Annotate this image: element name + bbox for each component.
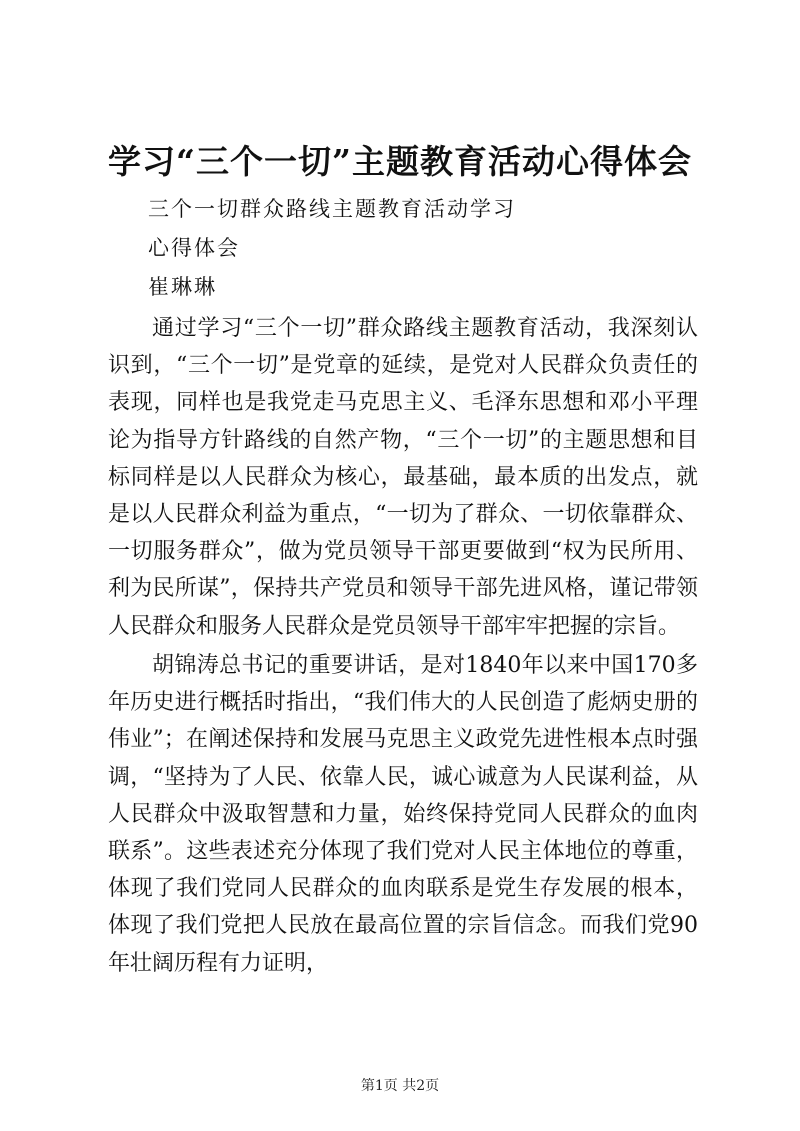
body-paragraph-2: 胡锦涛总书记的重要讲话，是对1840年以来中国170多年历史进行概括时指出，“我们伟大的人民创造了彪炳史册的伟业”；在阐述保持和发展马克思主义政党先进性根本点时强调，“坚持为了人民、依靠人民，诚心诚意为人民谋利益，从人民群众中汲取智慧和力量，始终保持党同人民群众的血肉联系”。这些表述充分体现了我们党对人民主体地位的尊重，体现了我们党同人民群众的血肉联系是党生存发展的根本，体现了我们党把人民放在最高位置的宗旨信念。而我们党90年壮阔历程有力证明， — [108, 653, 698, 976]
body-paragraph-1: 通过学习“三个一切”群众路线主题教育活动，我深刻认识到，“三个一切”是党章的延续，是党对人民群众负责任的表现，同样也是我党走马克思主义、毛泽东思想和邓小平理论为指导方针路线的自然产物，“三个一切”的主题思想和目标同样是以人民群众为核心，最基础，最本质的出发点，就是以人民群众利益为重点，“一切为了群众、一切依靠群众、一切服务群众”，做为党员领导干部更要做到“权为民所用、利为民所谋”，保持共产党员和领导干部先进风格，谨记带领人民群众和服务人民群众是党员领导干部牢牢把握的宗旨。 — [108, 316, 698, 639]
document-subtitle-line2: 心得体会 — [148, 236, 240, 260]
document-title: 学习“三个一切”主题教育活动心得体会 — [108, 142, 692, 181]
page-indicator: 第1页 共2页 — [360, 1078, 440, 1094]
document-author: 崔琳琳 — [148, 275, 217, 299]
document-subtitle-line1: 三个一切群众路线主题教育活动学习 — [148, 197, 516, 221]
